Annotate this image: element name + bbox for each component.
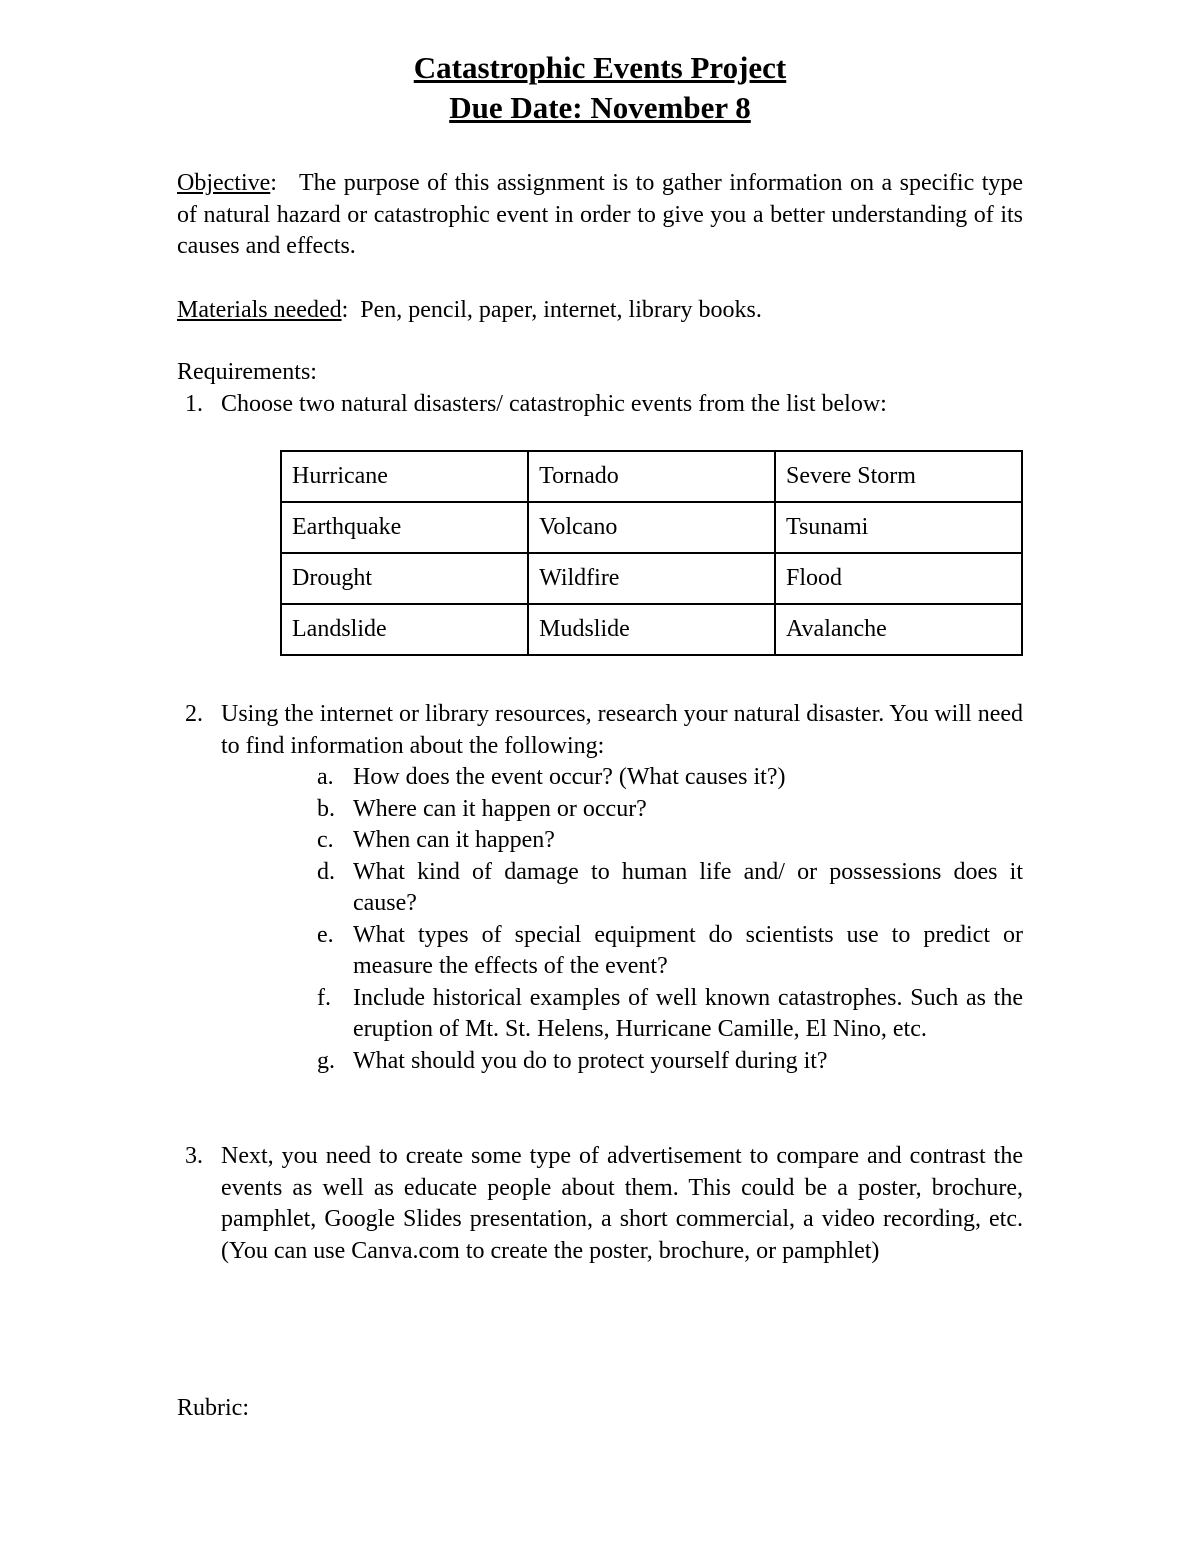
- list-letter: b.: [317, 795, 335, 822]
- table-cell: Landslide: [281, 604, 528, 655]
- requirement-text: Next, you need to create some type of advertisement to compare and contrast the events as well as educate people about them. This could be a poster, brochure, pamphlet, Google Slides presentation, a short commercial, a video recording, etc. (You can use Canva.com to create the poster, brochure, or pamphlet): [221, 1143, 1023, 1264]
- requirement-number: 2.: [185, 701, 203, 727]
- list-text: Where can it happen or occur?: [353, 795, 647, 822]
- table-cell: Tornado: [528, 451, 775, 502]
- project-title: Catastrophic Events Project: [413, 50, 787, 85]
- list-item: [177, 920, 1023, 983]
- requirement-section-3: [177, 1141, 1023, 1267]
- list-letter: e.: [317, 921, 334, 948]
- table-cell: Severe Storm: [775, 451, 1022, 502]
- title-block: [177, 48, 1023, 128]
- disaster-table: [280, 450, 1023, 656]
- research-questions-list: [177, 762, 1023, 1077]
- requirement-text: Choose two natural disasters/ catastrophic events from the list below:: [221, 390, 887, 417]
- rubric-heading: Rubric:: [177, 1395, 249, 1421]
- objective-label: Objective: [177, 170, 271, 196]
- requirement-number: 3.: [185, 1143, 203, 1169]
- requirement-section-2: [177, 699, 1023, 1077]
- list-item: [177, 762, 1023, 794]
- list-letter: d.: [317, 858, 335, 885]
- objective-text: The purpose of this assignment is to gather information on a specific type of natural hazard or catastrophic event in order to give you a better understanding of its causes and effects.: [177, 170, 1024, 259]
- table-cell: Mudslide: [528, 604, 775, 655]
- list-text: Include historical examples of well known catastrophes. Such as the eruption of Mt. St. Helens, Hurricane Camille, El Nino, etc.: [353, 984, 1023, 1042]
- requirement-text: Using the internet or library resources, research your natural disaster. You will need to find information about the following:: [221, 701, 1023, 759]
- list-letter: f.: [317, 984, 331, 1011]
- list-text: What types of special equipment do scientists use to predict or measure the effects of the event?: [353, 921, 1023, 979]
- requirement-item-1: [177, 389, 1023, 421]
- table-cell: Flood: [775, 553, 1022, 604]
- table-row: [281, 502, 1022, 553]
- list-letter: g.: [317, 1047, 335, 1074]
- table-cell: Hurricane: [281, 451, 528, 502]
- list-item: [177, 825, 1023, 857]
- list-letter: c.: [317, 827, 334, 853]
- due-date: Due Date: November 8: [449, 90, 751, 125]
- list-text: What kind of damage to human life and/ or possessions does it cause?: [353, 858, 1023, 916]
- requirements-heading: Requirements:: [177, 359, 317, 385]
- requirement-number: 1.: [185, 390, 203, 417]
- list-item: [177, 857, 1023, 920]
- list-text: When can it happen?: [353, 827, 555, 853]
- table-cell: Drought: [281, 553, 528, 604]
- table-cell: Avalanche: [775, 604, 1022, 655]
- list-item: [177, 1046, 1023, 1078]
- list-text: How does the event occur? (What causes it?): [353, 764, 786, 790]
- table-row: [281, 553, 1022, 604]
- table-cell: Earthquake: [281, 502, 528, 553]
- table-row: [281, 604, 1022, 655]
- table-cell: Wildfire: [528, 553, 775, 604]
- list-text: What should you do to protect yourself during it?: [353, 1047, 828, 1074]
- requirement-item-3: [177, 1141, 1023, 1267]
- table-cell: Volcano: [528, 502, 775, 553]
- materials-paragraph: Materials needed: Pen, pencil, paper, internet, library books.: [177, 297, 762, 323]
- requirements-section: [177, 357, 1023, 420]
- table-cell: Tsunami: [775, 502, 1022, 553]
- list-item: [177, 983, 1023, 1046]
- materials-text: Pen, pencil, paper, internet, library books.: [360, 297, 762, 323]
- materials-label: Materials needed: [177, 297, 342, 323]
- list-letter: a.: [317, 764, 334, 790]
- list-item: [177, 794, 1023, 826]
- objective-paragraph: Objective: The purpose of this assignment is to gather information on a specific type of natural hazard or catastrophic event in order to give you a better understanding of its causes and effects.: [177, 170, 1024, 259]
- requirement-item-2: [177, 699, 1023, 762]
- table-row: [281, 451, 1022, 502]
